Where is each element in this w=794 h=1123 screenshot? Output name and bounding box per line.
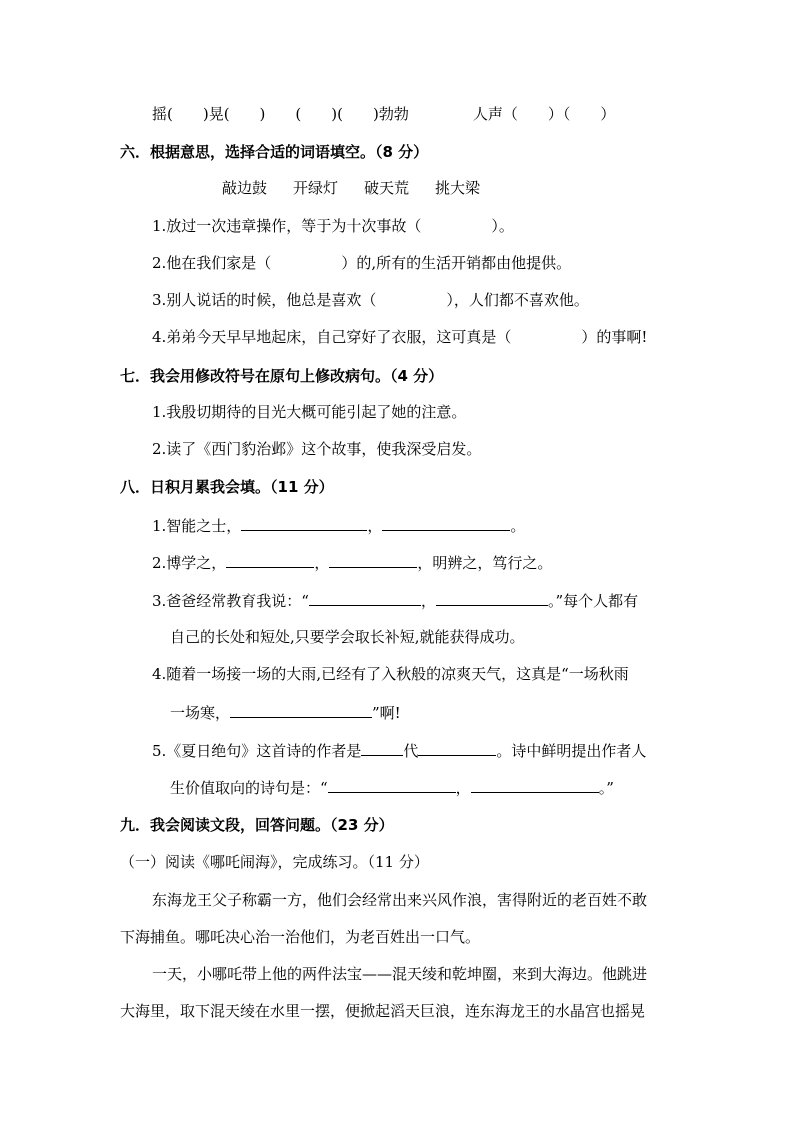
word-choice: 挑大梁 xyxy=(435,179,481,197)
s8-q4-text-c: ”啊! xyxy=(372,704,401,722)
s8-q1-text-c: 。 xyxy=(510,517,526,535)
s8-q4-blank[interactable] xyxy=(230,702,372,718)
s6-q4-text-a: 4.弟弟今天早早地起床，自己穿好了衣服，这可真是（ xyxy=(152,328,512,346)
s8-q1-text-b: ， xyxy=(367,517,383,535)
s8-question-3 xyxy=(152,590,638,611)
s8-q5-text-c: 。诗中鲜明提出作者人 xyxy=(496,742,647,760)
s8-q3-blank-1[interactable] xyxy=(309,590,421,606)
s7-question-2: 2.读了《西门豹治邺》这个故事，使我深受启发。 xyxy=(152,440,482,458)
s6-q3-text-b: ），人们都不喜欢他。 xyxy=(446,291,589,309)
s8-q2-text-b: ， xyxy=(314,554,330,572)
word-choice: 开绿灯 xyxy=(293,179,339,197)
s6-q2-text-a: 2.他在我们家是（ xyxy=(152,254,272,272)
s8-q2-text-a: 2.博学之， xyxy=(152,554,227,572)
s8-q1-blank-2[interactable] xyxy=(382,515,510,531)
word-choice: 敲边鼓 xyxy=(222,179,268,197)
s6-q1-text-a: 1.放过一次违章操作，等于为十次事故（ xyxy=(152,217,422,235)
s6-q1-text-b: ）。 xyxy=(491,217,514,235)
s8-q2-blank-2[interactable] xyxy=(329,552,417,568)
top-line-part1: 摇( )晃( ) ( )( )勃勃 xyxy=(152,105,409,123)
s8-q3-blank-2[interactable] xyxy=(436,590,548,606)
section8-heading: 八．日积月累我会填。（11 分） xyxy=(120,478,334,496)
passage-p1-line2: 下海捕鱼。哪吒决心治一治他们，为老百姓出一口气。 xyxy=(120,928,481,946)
s8-question-2 xyxy=(152,552,552,573)
s8-question-5 xyxy=(152,740,646,761)
s8-question-1 xyxy=(152,515,525,536)
s8-q5-continuation xyxy=(170,777,614,798)
s8-question-4: 4.随着一场接一场的大雨,已经有了入秋般的凉爽天气，这真是“一场秋雨 xyxy=(152,665,629,683)
s8-q1-blank-1[interactable] xyxy=(241,515,367,531)
s6-question-3 xyxy=(152,290,589,310)
s6-question-1 xyxy=(152,216,514,236)
section9-heading: 九．我会阅读文段，回答问题。（23 分） xyxy=(120,816,394,834)
s8-q3-text-b: ， xyxy=(420,592,436,610)
s8-q3-text-c: 。”每个人都有 xyxy=(548,592,639,610)
passage-p1-line1: 东海龙王父子称霸一方，他们会经常出来兴风作浪，害得附近的老百姓不敢 xyxy=(152,891,648,909)
s8-q4-text-b: 一场寒， xyxy=(170,704,231,722)
s8-q5-text-d: 生价值取向的诗句是：“ xyxy=(170,779,328,797)
s8-q5-blank-1[interactable] xyxy=(361,740,403,756)
s6-q4-text-b: ）的事啊! xyxy=(581,328,648,346)
s9-subsection-1: （一）阅读《哪吒闹海》，完成练习。（11 分） xyxy=(120,853,429,871)
s8-q5-text-b: 代 xyxy=(403,742,419,760)
s8-q5-text-a: 5.《夏日绝句》这首诗的作者是 xyxy=(152,742,362,760)
section7-heading: 七．我会用修改符号在原句上修改病句。（4 分） xyxy=(120,367,444,385)
s6-q2-text-b: ）的,所有的生活开销都由他提供。 xyxy=(341,254,572,272)
s6-question-4 xyxy=(152,327,647,347)
word-choice: 破天荒 xyxy=(364,179,410,197)
top-fill-line xyxy=(152,104,615,124)
passage-p2-line1: 一天，小哪吒带上他的两件法宝——混天绫和乾坤圈，来到大海边。他跳进 xyxy=(152,965,648,983)
s6-q3-text-a: 3.别人说话的时候，他总是喜欢（ xyxy=(152,291,377,309)
word-choices xyxy=(222,178,506,198)
s8-q5-text-e: ， xyxy=(455,779,471,797)
s8-q3-text-a: 3.爸爸经常教育我说：“ xyxy=(152,592,309,610)
s8-q5-blank-4[interactable] xyxy=(471,777,599,793)
s8-q5-blank-3[interactable] xyxy=(328,777,456,793)
s6-question-2 xyxy=(152,253,571,273)
top-line-part2: 人声（ ）（ ） xyxy=(472,105,616,123)
s7-question-1: 1.我殷切期待的目光大概可能引起了她的注意。 xyxy=(152,403,467,421)
s8-q3-continuation: 自己的长处和短处,只要学会取长补短,就能获得成功。 xyxy=(170,628,525,646)
s8-q4-continuation xyxy=(170,702,401,723)
s8-q5-blank-2[interactable] xyxy=(418,740,496,756)
s8-q2-text-c: ，明辨之，笃行之。 xyxy=(417,554,553,572)
s8-q5-text-f: 。” xyxy=(598,779,614,797)
passage-p2-line2: 大海里，取下混天绫在水里一摆，便掀起滔天巨浪，连东海龙王的水晶宫也摇晃 xyxy=(120,1002,646,1020)
s8-q2-blank-1[interactable] xyxy=(226,552,314,568)
s8-q1-text-a: 1.智能之士， xyxy=(152,517,242,535)
section6-heading: 六．根据意思，选择合适的词语填空。（8 分） xyxy=(120,143,429,161)
